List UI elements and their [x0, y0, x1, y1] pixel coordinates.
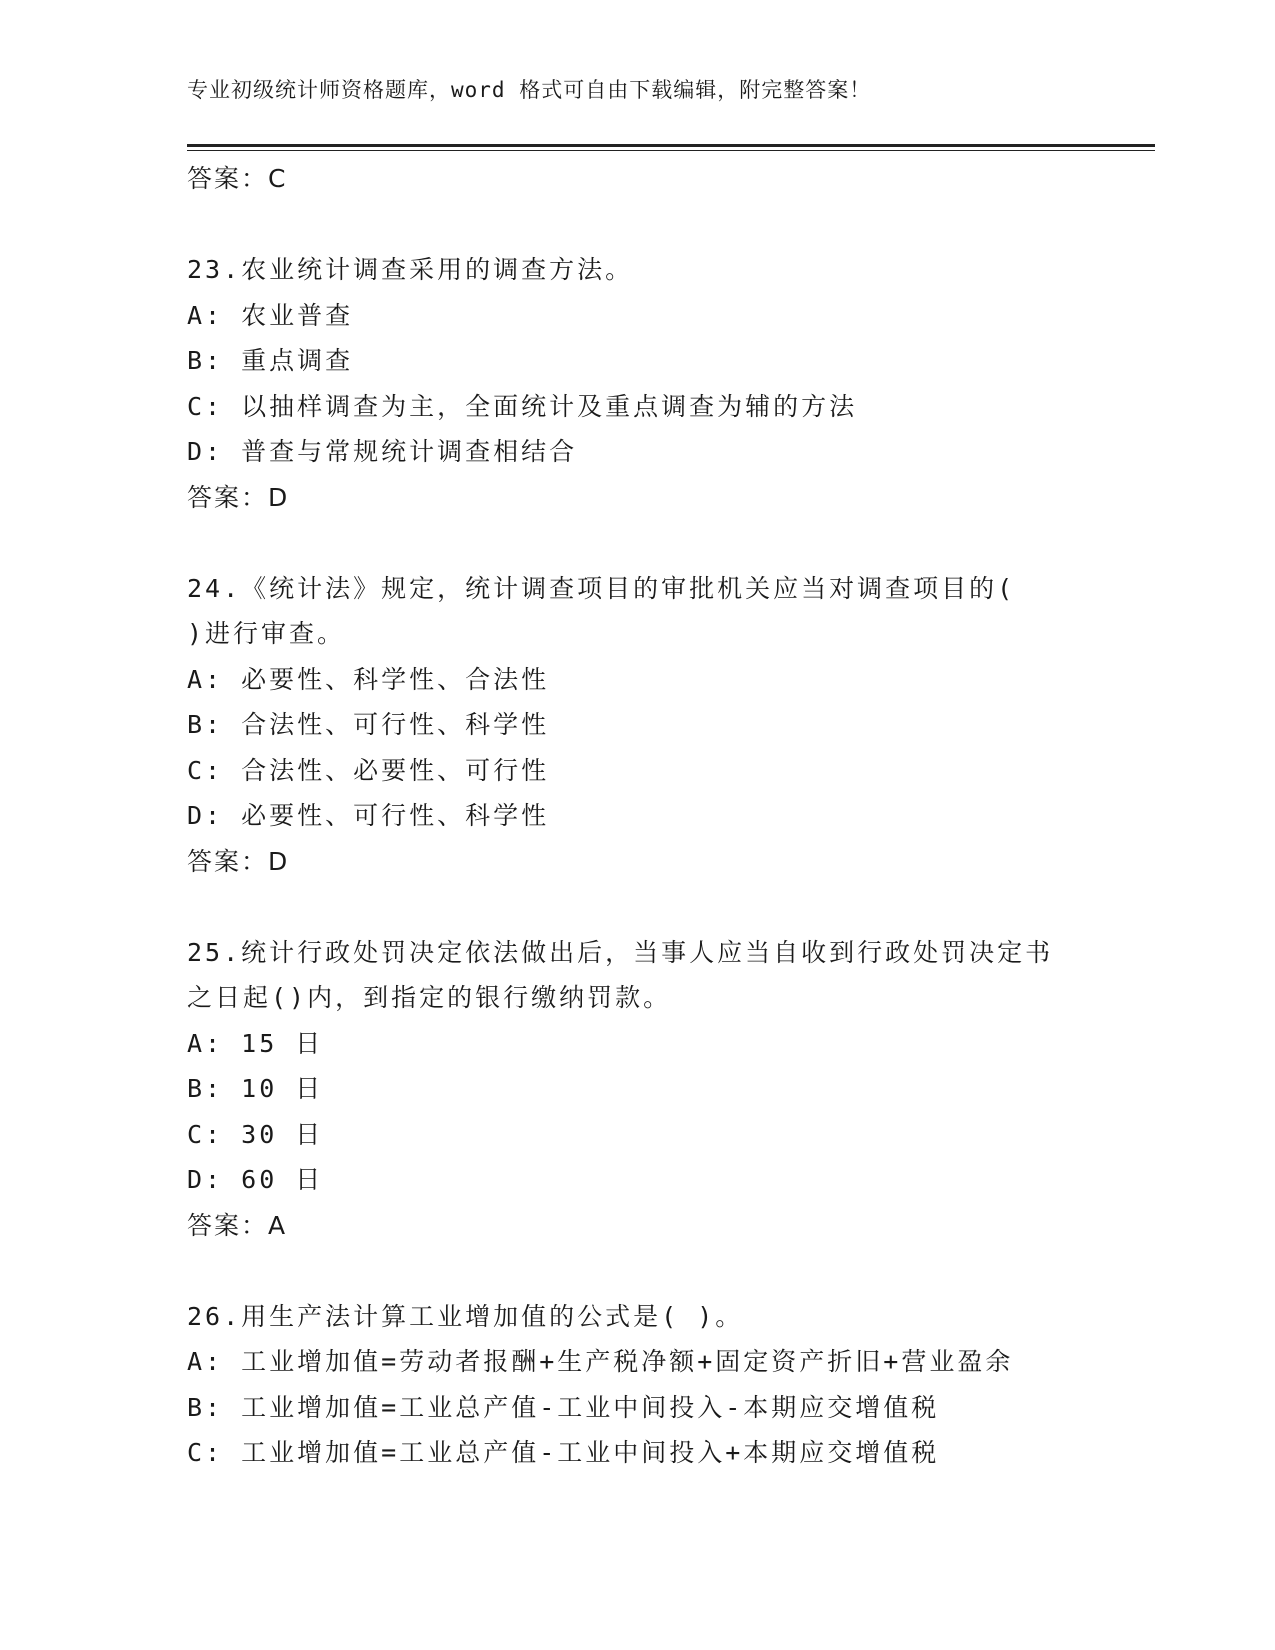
header-rule-thin — [187, 150, 1155, 151]
question-list — [187, 156, 1147, 1476]
answer-label: 答案： — [187, 482, 269, 512]
option-item: A: 农业普查 — [187, 300, 354, 330]
question-block — [187, 1294, 1147, 1476]
header-rule-thick — [187, 144, 1155, 147]
option-item: D: 普查与常规统计调查相结合 — [187, 437, 578, 466]
question-stem: 23.农业统计调查采用的调查方法。 — [187, 255, 634, 284]
option-item: B: 合法性、可行性、科学性 — [187, 710, 550, 739]
option-item: A: 工业增加值=劳动者报酬+生产税净额+固定资产折旧+营业盈余 — [187, 1347, 1014, 1376]
option-item: C: 30 日 — [187, 1119, 324, 1149]
question-spacer — [187, 884, 1147, 930]
option-item: C: 以抽样调查为主，全面统计及重点调查为辅的方法 — [187, 391, 858, 421]
option-item: C: 合法性、必要性、可行性 — [187, 755, 550, 785]
option-item: B: 工业增加值=工业总产值-工业中间投入-本期应交增值税 — [187, 1392, 940, 1422]
question-stem: 25.统计行政处罚决定依法做出后，当事人应当自收到行政处罚决定书 — [187, 937, 1054, 967]
answer-line — [187, 156, 1147, 202]
option-item: C: 工业增加值=工业总产值-工业中间投入+本期应交增值税 — [187, 1438, 940, 1467]
answer-label: 答案： — [187, 1210, 269, 1240]
question-spacer — [187, 1248, 1147, 1294]
option-item: A: 15 日 — [187, 1028, 324, 1058]
answer-value: D — [268, 846, 290, 876]
question-block — [187, 247, 1147, 520]
option-item: D: 必要性、可行性、科学性 — [187, 801, 550, 830]
option-item: D: 60 日 — [187, 1165, 324, 1194]
answer-line — [187, 475, 1147, 521]
option-item: B: 10 日 — [187, 1074, 324, 1103]
question-spacer — [187, 520, 1147, 566]
answer-line — [187, 839, 1147, 885]
question-stem: 之日起()内，到指定的银行缴纳罚款。 — [187, 983, 672, 1012]
answer-value: D — [268, 482, 290, 512]
option-item: B: 重点调查 — [187, 346, 354, 375]
answer-label: 答案： — [187, 164, 269, 193]
option-item: A: 必要性、科学性、合法性 — [187, 664, 550, 694]
question-spacer — [187, 202, 1147, 248]
page-header: 专业初级统计师资格题库，word 格式可自由下载编辑，附完整答案！ — [187, 78, 872, 102]
answer-value: A — [268, 1210, 288, 1240]
question-block — [187, 566, 1147, 885]
question-block — [187, 930, 1147, 1249]
question-stem: 24.《统计法》规定，统计调查项目的审批机关应当对调查项目的( — [187, 573, 1016, 603]
question-stem: 26.用生产法计算工业增加值的公式是( )。 — [187, 1301, 744, 1331]
answer-value: C — [268, 164, 288, 193]
question-stem: )进行审查。 — [187, 619, 346, 648]
answer-label: 答案： — [187, 846, 269, 876]
answer-line — [187, 1203, 1147, 1249]
